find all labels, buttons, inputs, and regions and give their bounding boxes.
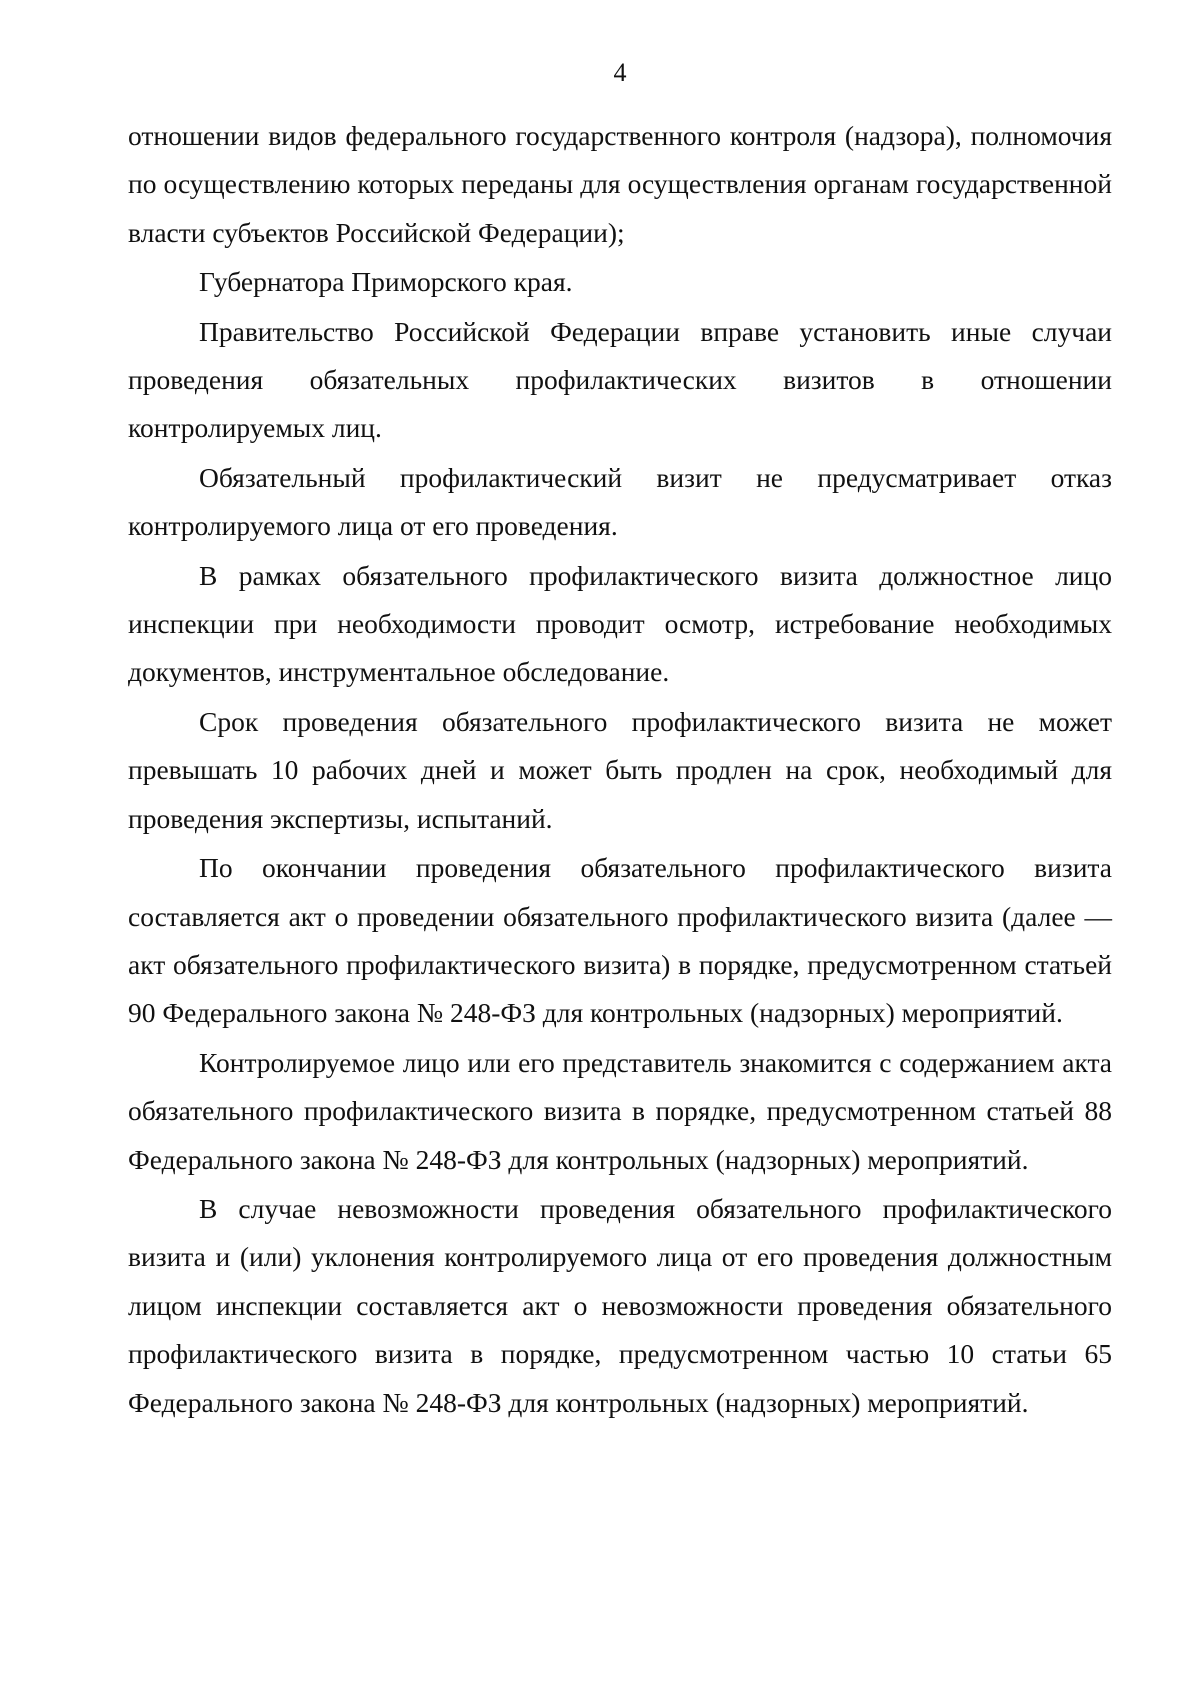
paragraph-government-right: Правительство Российской Федерации вправе установить иные случаи проведения обязательных профилактических визитов в отношении контролируемых лиц.	[128, 315, 1112, 444]
document-body	[128, 112, 1112, 1427]
paragraph-visit-scope: В рамках обязательного профилактического визита должностное лицо инспекции при необходимости проводит осмотр, истребование необходимых документов, инструментальное обследование.	[128, 559, 1112, 688]
paragraph-act-familiarization: Контролируемое лицо или его представитель знакомится с содержанием акта обязательного профилактического визита в порядке, предусмотренном статьей 88 Федерального закона № 248-ФЗ для контрольных (надзорных) мероприятий.	[128, 1046, 1112, 1175]
paragraph-impossibility-act: В случае невозможности проведения обязательного профилактического визита и (или) уклонения контролируемого лица от его проведения должностным лицом инспекции составляется акт о невозможности проведения обязательного профилактического визита в порядке, предусмотренном частью 10 статьи 65 Федерального закона № 248-ФЗ для контрольных (надзорных) мероприятий.	[128, 1192, 1112, 1418]
paragraph-continuation: отношении видов федерального государственного контроля (надзора), полномочия по осуществлению которых переданы для осуществления органам государственной власти субъектов Российской Федерации);	[128, 120, 1112, 248]
paragraph-governor: Губернатора Приморского края.	[199, 266, 573, 298]
page-number: 4	[613, 58, 627, 87]
paragraph-visit-act: По окончании проведения обязательного профилактического визита составляется акт о проведении обязательного профилактического визита (далее — акт обязательного профилактического визита) в порядке, предусмотренном статьей 90 Федерального закона № 248-ФЗ для контрольных (надзорных) мероприятий.	[128, 852, 1112, 1029]
paragraph-no-refusal: Обязательный профилактический визит не предусматривает отказ контролируемого лица от его проведения.	[128, 461, 1112, 542]
paragraph-visit-duration: Срок проведения обязательного профилактического визита не может превышать 10 рабочих дней и может быть продлен на срок, необходимый для проведения экспертизы, испытаний.	[128, 705, 1112, 834]
